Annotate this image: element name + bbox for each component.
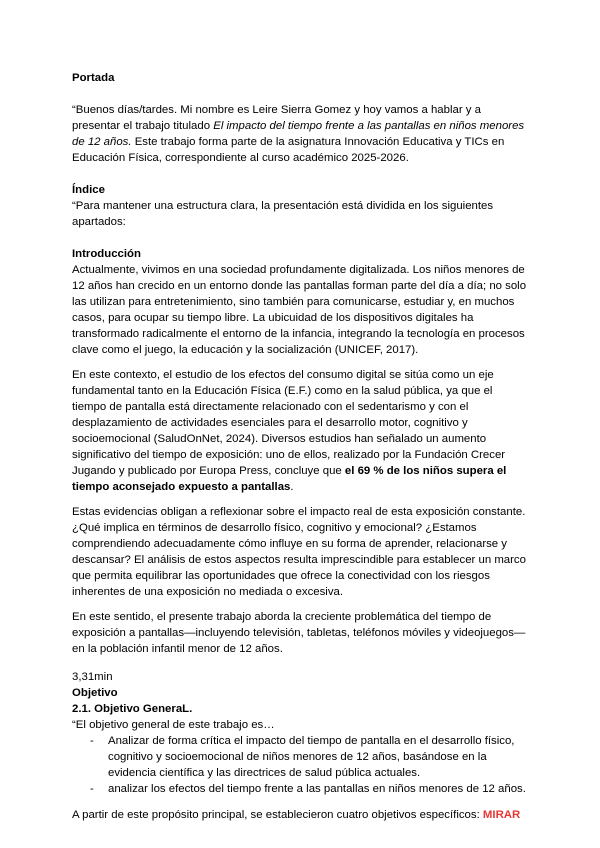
work-title: El impacto del tiempo frente a las pantallas en niños menores de 12 años. — [72, 120, 525, 148]
portada-paragraph — [72, 102, 528, 166]
section-title-portada: Portada — [72, 72, 115, 84]
introduccion-paragraph-3: Estas evidencias obligan a reflexionar sobre el impacto real de esta exposición constante. ¿Qué implica en términos de desarrollo físico, cognitivo y emocional? ¿Estamos comprendiendo adecuadamente cómo influye en su forma de aprender, relacionarse y descansar? El análisis de estos aspectos resulta imprescindible para establecer un marco que permita equilibrar las oportunidades que ofrece la conectividad con los riesgos inherentes de una exposición no mediada o excesiva. — [72, 506, 526, 598]
indice-paragraph: “Para mantener una estructura clara, la presentación está dividida en los siguientes apartados: — [72, 200, 494, 228]
section-title-introduccion: Introducción — [72, 248, 141, 260]
list-item: - Analizar de forma crítica el impacto del tiempo de pantalla en el desarrollo físico, cognitivo y socioemocional de niños menores de 12 años, basándose en la evidencia científica y las directrices de salud pública actuales. — [90, 733, 528, 781]
subsection-title-objetivo-general: 2.1. Objetivo GeneraL. — [72, 703, 193, 715]
objetivo-closing-text: A partir de este propósito principal, se establecieron cuatro objetivos específicos: — [72, 809, 483, 821]
objetivo-intro: “El objetivo general de este trabajo es… — [72, 719, 275, 731]
introduccion-p2-highlight: el 69 % de los niños supera el tiempo aconsejado expuesto a pantallas — [72, 465, 507, 493]
portada-text-end: Este trabajo forma parte de la asignatura Innovación Educativa y TICs en Educación Física, correspondiente al curso académico 2025-2026. — [72, 136, 505, 164]
introduccion-p2-end: . — [290, 481, 294, 493]
section-title-objetivo: Objetivo — [72, 687, 118, 699]
mirar-note: MIRAR — [482, 809, 521, 821]
introduccion-p2-start: En este contexto, el estudio de los efectos del consumo digital se sitúa como un eje fundamental tanto en la Educación Física (E.F.) como en la salud pública, ya que el tiempo de pantalla está directamente relacionado con el sedentarismo y con el desplazamiento de actividades esenciales para el desarrollo motor, cognitivo y socioemocional (SaludOnNet, 2024). Diversos estudios han señalado un aumento significativo del tiempo de exposición: uno de ellos, realizado por la Fundación Crecer Jugando y publicado por Europa Press, concluye que — [72, 369, 506, 477]
introduccion-paragraph-2 — [72, 367, 528, 495]
introduccion-paragraph-1: Actualmente, vivimos en una sociedad profundamente digitalizada. Los niños menores de 12 años han crecido en un entorno donde las pantallas forman parte del día a día; no solo las utilizan para entretenimiento, sino también para comunicarse, estudiar y, en muchos casos, para ocupar su tiempo libre. La ubicuidad de los dispositivos digitales ha transformado radicalmente el entorno de la infancia, integrando la tecnología en procesos clave como el juego, la educación y la socialización (UNICEF, 2017). — [72, 264, 527, 356]
objetivo-closing — [72, 807, 528, 823]
objetivo-list — [72, 733, 528, 797]
list-item: - analizar los efectos del tiempo frente a las pantallas en niños menores de 12 años. — [90, 781, 528, 797]
section-title-indice: Índice — [72, 184, 105, 196]
portada-text-start: “Buenos días/tardes. Mi nombre es Leire Sierra Gomez y hoy vamos a hablar y a presentar el trabajo titulado — [72, 104, 481, 132]
introduccion-paragraph-4: En este sentido, el presente trabajo aborda la creciente problemática del tiempo de exposición a pantallas—incluyendo televisión, tabletas, teléfonos móviles y videojuegos—en la población infantil menor de 12 años. — [72, 611, 526, 655]
time-note: 3,31min — [72, 671, 113, 683]
